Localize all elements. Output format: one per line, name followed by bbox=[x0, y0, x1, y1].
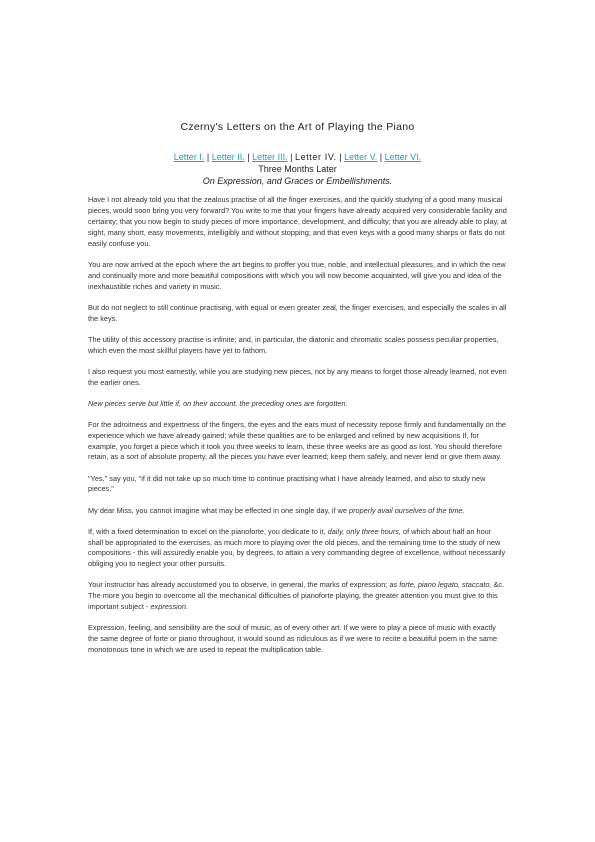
page-title: Czerny's Letters on the Art of Playing the Piano bbox=[180, 121, 415, 133]
text-span: &c. The more you begin to overcome all the mechanical difficulties of pianoforte playing, the greater attention you must give to this important subject - bbox=[88, 580, 505, 612]
link-letter-1[interactable]: Letter I. bbox=[173, 152, 205, 162]
italic-text: forte, piano legato, staccato, bbox=[399, 580, 492, 590]
letter-body bbox=[88, 195, 508, 666]
text-span: My dear Miss, you cannot imagine what may be effected in one single day, if we bbox=[88, 505, 349, 515]
nav-separator: | bbox=[290, 152, 293, 162]
nav-separator: | bbox=[379, 152, 383, 162]
paragraph: The utility of this accessory practise is infinite; and, in particular, the diatonic and chromatic scales possess peculiar properties, which even the most skillful players have yet to fathom. bbox=[88, 334, 499, 355]
paragraph: Have I not already told you that the zealous practise of all the finger exercises, and the quickly studying of a good many musical pieces, would soon bring you very forward? You write to me that your fingers have already acquired very considerable facility and certainty; that you now begin to study pieces of more importance, development, and difficulty; that you are already able to play, at sight, many short, easy movements, intelligibly and without stopping; and that even keys with a good many sharps or flats do not easily confuse you. bbox=[88, 195, 507, 248]
paragraph bbox=[88, 580, 508, 613]
text-span: If, with a fixed determination to excel on the pianoforte, you dedicate to it, bbox=[88, 526, 328, 536]
nav-separator: | bbox=[247, 152, 250, 162]
header bbox=[0, 121, 595, 187]
text-span: of which about half an hour shall be appropriated to the exercises, as much more to playing over the old pieces, and the remaining time to the study of new compositions - this will assuredly enable you, by degrees, to attain a very commanding degree of excellence, without necessarily obliging you to neglect your other pursuits. bbox=[88, 526, 506, 569]
italic-text: New pieces serve but little if, on their account, the preceding ones are forgotten. bbox=[88, 398, 348, 408]
paragraph bbox=[88, 506, 508, 517]
letter-nav bbox=[0, 151, 595, 163]
paragraph bbox=[88, 527, 508, 571]
letter-topic: On Expression, and Graces or Embellishments. bbox=[202, 176, 393, 186]
paragraph: I also request you most earnestly, while you are studying new pieces, not by any means to forget those already learned, not even the earlier ones. bbox=[88, 366, 507, 387]
text-span: Your instructor has already accustomed you to observe, in general, the marks of expression; as bbox=[88, 580, 400, 590]
paragraph: For the adroitness and expertness of the fingers, the eyes and the ears must of necessity repose firmly and fundamentally on the experience which we have already gained; while these qualities are to be enlarged and refined by new acquisitions If, for example, you forget a piece which it took you three weeks to learn, these three weeks are as good as lost. You should therefore retain, as a sort of absolute property, all the pieces you have ever learned; keep them safely, and never lend or give them away. bbox=[88, 419, 507, 462]
italic-text: daily, only three hours, bbox=[327, 526, 401, 536]
nav-separator: | bbox=[339, 152, 342, 162]
link-letter-3[interactable]: Letter III. bbox=[252, 152, 288, 162]
current-letter: Letter IV. bbox=[295, 152, 337, 162]
paragraph: You are now arrived at the epoch where the art begins to proffer you true, noble, and intellectual pleasures, and in which the new and continually more and more beautiful compositions with which you will now become acquainted, will give you and idea of the inexhaustible riches and variety in music. bbox=[88, 259, 506, 291]
link-letter-2[interactable]: Letter II. bbox=[211, 152, 245, 162]
italic-text: properly avail ourselves of the time. bbox=[348, 505, 465, 515]
nav-separator: | bbox=[206, 152, 210, 162]
link-letter-6[interactable]: Letter VI. bbox=[384, 152, 422, 162]
letter-subtitle: Three Months Later bbox=[258, 164, 337, 174]
paragraph: "Yes," say you, "if it did not take up so much time to continue practising what I have already learned, and also to study new pieces." bbox=[88, 473, 486, 494]
paragraph-italic bbox=[88, 399, 508, 410]
paragraph: But do not neglect to still continue practising, with equal or even greater zeal, the finger exercises, and especially the scales in all the keys. bbox=[88, 302, 507, 323]
italic-text: expression. bbox=[150, 602, 189, 612]
link-letter-5[interactable]: Letter V. bbox=[344, 152, 378, 162]
paragraph: Expression, feeling, and sensibility are the soul of music, as of every other art. If we were to play a piece of music with exactly the same degree of forte or piano throughout, it would sound as ridiculous as if we were to recite a beautiful poem in the same monotonous tone in which we are used to repeat the multiplication table. bbox=[88, 623, 498, 655]
